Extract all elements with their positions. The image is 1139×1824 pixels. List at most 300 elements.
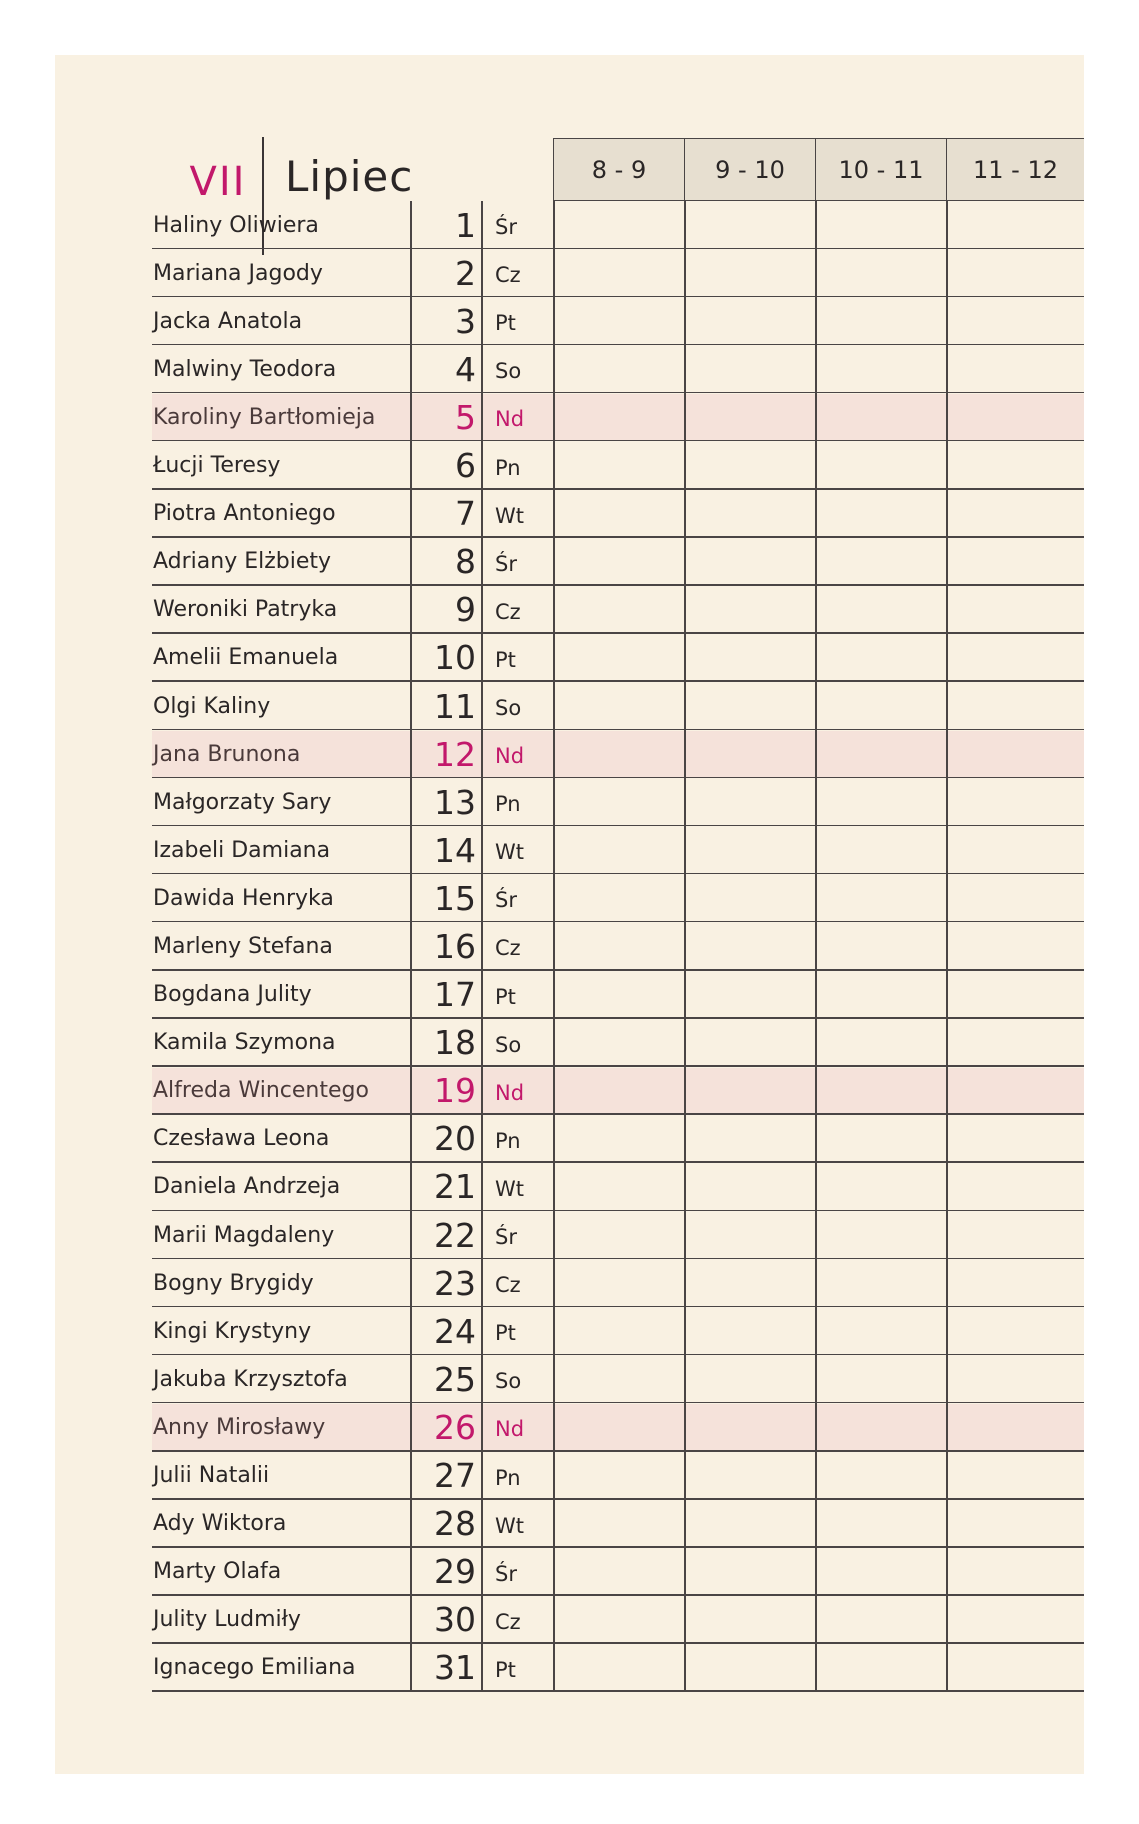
hour-slot[interactable]: [815, 345, 946, 393]
column-divider: [553, 778, 555, 826]
hour-slot[interactable]: [553, 971, 684, 1019]
column-divider: [946, 297, 948, 345]
hour-slot[interactable]: [815, 441, 946, 489]
hour-slot[interactable]: [946, 538, 1084, 586]
column-divider: [410, 393, 412, 441]
hour-slot[interactable]: [553, 1355, 684, 1403]
weekday-abbrev: Cz: [495, 1273, 521, 1298]
column-divider: [410, 1067, 412, 1115]
column-divider: [553, 393, 555, 441]
column-divider: [684, 1644, 686, 1692]
hour-slot[interactable]: [684, 1644, 815, 1692]
column-divider: [815, 201, 817, 249]
hour-slot[interactable]: [684, 201, 815, 249]
column-divider: [481, 1500, 483, 1548]
column-divider: [815, 1403, 817, 1451]
column-divider: [553, 1355, 555, 1403]
column-divider: [684, 682, 686, 730]
hour-slot[interactable]: [553, 682, 684, 730]
column-divider: [815, 1596, 817, 1644]
weekday-abbrev: Nd: [495, 1080, 525, 1105]
nameday-names: Amelii Emanuela: [153, 645, 339, 671]
column-divider: [481, 441, 483, 489]
hour-slot[interactable]: [553, 1596, 684, 1644]
column-divider: [684, 586, 686, 634]
weekday-abbrev: Cz: [495, 1609, 521, 1634]
hour-slot[interactable]: [553, 345, 684, 393]
day-number: 7: [455, 494, 476, 534]
column-divider: [553, 586, 555, 634]
column-divider: [946, 441, 948, 489]
column-divider: [815, 297, 817, 345]
hour-slot[interactable]: [684, 1115, 815, 1163]
day-number: 16: [434, 926, 476, 966]
column-divider: [481, 586, 483, 634]
column-divider: [946, 201, 948, 249]
hour-slot[interactable]: [684, 730, 815, 778]
hour-slot[interactable]: [946, 1115, 1084, 1163]
column-divider: [946, 586, 948, 634]
day-row: [152, 201, 1084, 249]
column-divider: [410, 634, 412, 682]
hour-slot[interactable]: [684, 1163, 815, 1211]
day-row: [152, 1452, 1084, 1500]
column-divider: [815, 1355, 817, 1403]
hour-slot[interactable]: [684, 682, 815, 730]
hour-slot[interactable]: [553, 1548, 684, 1596]
hour-slot[interactable]: [946, 1211, 1084, 1259]
weekday-abbrev: Pt: [495, 311, 516, 336]
hour-slot[interactable]: [553, 874, 684, 922]
column-divider: [481, 393, 483, 441]
column-divider: [553, 1067, 555, 1115]
hour-slot[interactable]: [684, 922, 815, 970]
column-divider: [481, 971, 483, 1019]
hour-slot[interactable]: [815, 971, 946, 1019]
weekday-abbrev: So: [495, 696, 522, 720]
hour-slot[interactable]: [815, 490, 946, 538]
nameday-names: Karoliny Bartłomieja: [153, 404, 376, 430]
column-divider: [553, 1211, 555, 1259]
column-divider: [815, 538, 817, 586]
day-number: 10: [434, 638, 476, 678]
hour-slot[interactable]: [946, 1355, 1084, 1403]
column-divider: [410, 249, 412, 297]
hour-slot[interactable]: [815, 1403, 946, 1451]
hour-slot[interactable]: [684, 1211, 815, 1259]
hour-slot[interactable]: [815, 1259, 946, 1307]
column-divider: [684, 1067, 686, 1115]
day-row: [152, 441, 1084, 489]
hour-slot[interactable]: [684, 971, 815, 1019]
day-row: [152, 971, 1084, 1019]
hour-slot[interactable]: [553, 538, 684, 586]
day-row: [152, 1355, 1084, 1403]
column-divider: [946, 971, 948, 1019]
hour-slot[interactable]: [946, 634, 1084, 682]
column-divider: [410, 586, 412, 634]
day-row: [152, 1211, 1084, 1259]
column-divider: [410, 1403, 412, 1451]
day-number: 27: [434, 1456, 476, 1496]
column-divider: [815, 1163, 817, 1211]
hour-slot[interactable]: [815, 1500, 946, 1548]
hour-slot[interactable]: [946, 393, 1084, 441]
column-divider: [553, 874, 555, 922]
hour-slot[interactable]: [815, 1019, 946, 1067]
column-divider: [553, 1259, 555, 1307]
nameday-names: Marii Magdaleny: [153, 1222, 335, 1248]
hour-slot[interactable]: [815, 297, 946, 345]
column-divider: [553, 1548, 555, 1596]
hour-slot[interactable]: [946, 297, 1084, 345]
hour-slot[interactable]: [553, 634, 684, 682]
column-divider: [815, 1067, 817, 1115]
column-divider: [946, 922, 948, 970]
column-divider: [946, 874, 948, 922]
column-divider: [481, 201, 483, 249]
column-divider: [553, 1163, 555, 1211]
weekday-abbrev: Pt: [495, 647, 516, 672]
column-divider: [684, 1500, 686, 1548]
hour-slot[interactable]: [815, 586, 946, 634]
column-divider: [815, 345, 817, 393]
column-divider: [946, 249, 948, 297]
hour-slot[interactable]: [946, 922, 1084, 970]
column-divider: [684, 1307, 686, 1355]
hour-slot[interactable]: [684, 778, 815, 826]
column-divider: [481, 1211, 483, 1259]
column-divider: [946, 1452, 948, 1500]
column-divider: [553, 1644, 555, 1692]
column-divider: [684, 1163, 686, 1211]
column-divider: [946, 1019, 948, 1067]
hour-header-9-10: 9 - 10: [684, 138, 815, 201]
weekday-abbrev: Wt: [495, 1176, 524, 1201]
hour-slot[interactable]: [684, 490, 815, 538]
column-divider: [815, 874, 817, 922]
hour-slot[interactable]: [946, 971, 1084, 1019]
column-divider: [481, 730, 483, 778]
column-divider: [553, 249, 555, 297]
hour-slot[interactable]: [815, 1452, 946, 1500]
hour-slot[interactable]: [946, 874, 1084, 922]
column-divider: [684, 249, 686, 297]
hour-slot[interactable]: [684, 1259, 815, 1307]
hour-slot[interactable]: [684, 249, 815, 297]
nameday-names: Julity Ludmiły: [153, 1607, 301, 1633]
column-divider: [410, 1355, 412, 1403]
hour-slot[interactable]: [946, 1500, 1084, 1548]
column-divider: [553, 1500, 555, 1548]
column-divider: [553, 1115, 555, 1163]
hour-slot[interactable]: [815, 201, 946, 249]
weekday-abbrev: Śr: [495, 1225, 517, 1250]
day-number: 9: [455, 590, 476, 630]
nameday-names: Anny Mirosławy: [153, 1414, 326, 1440]
column-divider: [815, 1211, 817, 1259]
hour-slot[interactable]: [553, 297, 684, 345]
column-divider: [481, 1115, 483, 1163]
hour-slot[interactable]: [553, 1211, 684, 1259]
day-number: 5: [455, 397, 476, 437]
nameday-names: Olgi Kaliny: [153, 693, 271, 719]
day-number: 4: [455, 349, 476, 389]
hour-slot[interactable]: [684, 1307, 815, 1355]
hour-slot[interactable]: [946, 1452, 1084, 1500]
hour-slot[interactable]: [553, 586, 684, 634]
column-divider: [946, 778, 948, 826]
nameday-names: Jakuba Krzysztofa: [153, 1366, 348, 1392]
column-divider: [815, 249, 817, 297]
hour-slot[interactable]: [553, 778, 684, 826]
column-divider: [481, 1403, 483, 1451]
weekday-abbrev: Cz: [495, 263, 521, 288]
weekday-abbrev: Śr: [495, 551, 517, 576]
hour-slot[interactable]: [946, 1596, 1084, 1644]
column-divider: [946, 393, 948, 441]
column-divider: [481, 1452, 483, 1500]
day-number: 21: [434, 1167, 476, 1207]
hour-slot[interactable]: [815, 922, 946, 970]
hour-slot[interactable]: [946, 730, 1084, 778]
column-divider: [553, 682, 555, 730]
column-divider: [684, 826, 686, 874]
hour-slot[interactable]: [684, 441, 815, 489]
column-divider: [946, 1259, 948, 1307]
hour-slot[interactable]: [553, 1115, 684, 1163]
column-divider: [410, 490, 412, 538]
hour-slot[interactable]: [946, 490, 1084, 538]
day-row: [152, 1307, 1084, 1355]
hour-slot[interactable]: [684, 634, 815, 682]
column-divider: [553, 1403, 555, 1451]
weekday-abbrev: Pn: [495, 792, 521, 817]
hour-slot[interactable]: [815, 634, 946, 682]
column-divider: [815, 1259, 817, 1307]
hour-slot[interactable]: [553, 1403, 684, 1451]
nameday-names: Łucji Teresy: [153, 453, 281, 479]
hour-slot[interactable]: [946, 1019, 1084, 1067]
column-divider: [410, 1452, 412, 1500]
column-divider: [815, 490, 817, 538]
day-row: [152, 1259, 1084, 1307]
hour-slot[interactable]: [815, 1596, 946, 1644]
hour-slot[interactable]: [815, 249, 946, 297]
day-row: [152, 490, 1084, 538]
day-number: 14: [434, 830, 476, 870]
weekday-abbrev: Cz: [495, 599, 521, 624]
hour-slot[interactable]: [553, 1644, 684, 1692]
column-divider: [946, 1115, 948, 1163]
column-divider: [553, 826, 555, 874]
month-roman-numeral: VII: [189, 159, 247, 205]
hour-slot[interactable]: [946, 1403, 1084, 1451]
hour-slot[interactable]: [553, 1019, 684, 1067]
column-divider: [684, 490, 686, 538]
hour-slot[interactable]: [553, 730, 684, 778]
hour-slot[interactable]: [815, 393, 946, 441]
nameday-names: Marty Olafa: [153, 1559, 282, 1585]
column-divider: [553, 345, 555, 393]
hour-slot[interactable]: [684, 1452, 815, 1500]
column-divider: [815, 778, 817, 826]
nameday-names: Kingi Krystyny: [153, 1318, 312, 1344]
column-divider: [946, 634, 948, 682]
hour-slot[interactable]: [815, 778, 946, 826]
nameday-names: Adriany Elżbiety: [153, 549, 332, 575]
hour-slot[interactable]: [684, 297, 815, 345]
column-divider: [481, 345, 483, 393]
hour-slot[interactable]: [553, 1259, 684, 1307]
hour-slot[interactable]: [815, 1067, 946, 1115]
hour-slot[interactable]: [946, 1067, 1084, 1115]
hour-slot[interactable]: [946, 778, 1084, 826]
hour-slot[interactable]: [684, 393, 815, 441]
column-divider: [410, 1259, 412, 1307]
column-divider: [410, 1115, 412, 1163]
hour-slot[interactable]: [946, 1259, 1084, 1307]
hour-slot[interactable]: [553, 490, 684, 538]
day-number: 28: [434, 1504, 476, 1544]
nameday-names: Jana Brunona: [153, 741, 301, 767]
hour-slot[interactable]: [684, 1596, 815, 1644]
column-divider: [946, 1355, 948, 1403]
hour-slot[interactable]: [946, 1548, 1084, 1596]
column-divider: [410, 1163, 412, 1211]
hour-slot[interactable]: [815, 1644, 946, 1692]
weekday-abbrev: Cz: [495, 936, 521, 961]
hour-slot[interactable]: [815, 682, 946, 730]
hour-slot[interactable]: [815, 1307, 946, 1355]
column-divider: [553, 1596, 555, 1644]
hour-slot[interactable]: [684, 1019, 815, 1067]
hour-slot[interactable]: [684, 1403, 815, 1451]
hour-slot[interactable]: [946, 682, 1084, 730]
column-divider: [815, 1307, 817, 1355]
day-number: 19: [434, 1071, 476, 1111]
column-divider: [481, 874, 483, 922]
hour-slot[interactable]: [946, 441, 1084, 489]
column-divider: [684, 922, 686, 970]
column-divider: [553, 441, 555, 489]
day-number: 18: [434, 1023, 476, 1063]
day-number: 11: [434, 686, 476, 726]
column-divider: [410, 922, 412, 970]
hour-slot[interactable]: [553, 1067, 684, 1115]
day-number: 25: [434, 1359, 476, 1399]
hour-slot[interactable]: [946, 345, 1084, 393]
hour-slot[interactable]: [553, 1452, 684, 1500]
hour-slot[interactable]: [553, 1163, 684, 1211]
column-divider: [481, 682, 483, 730]
nameday-names: Daniela Andrzeja: [153, 1174, 341, 1200]
day-number: 3: [455, 301, 476, 341]
hour-slot[interactable]: [815, 1355, 946, 1403]
column-divider: [410, 971, 412, 1019]
hour-slot[interactable]: [553, 249, 684, 297]
day-number: 17: [434, 975, 476, 1015]
column-divider: [684, 1452, 686, 1500]
day-row: [152, 1115, 1084, 1163]
day-row: [152, 682, 1084, 730]
hour-slot[interactable]: [684, 1355, 815, 1403]
day-row: [152, 778, 1084, 826]
hour-slot[interactable]: [684, 538, 815, 586]
hour-slot[interactable]: [553, 393, 684, 441]
column-divider: [481, 826, 483, 874]
column-divider: [946, 826, 948, 874]
hour-slot[interactable]: [684, 345, 815, 393]
day-row: [152, 1548, 1084, 1596]
hour-slot[interactable]: [815, 1211, 946, 1259]
column-divider: [684, 1548, 686, 1596]
column-divider: [410, 201, 412, 249]
hour-slot[interactable]: [815, 826, 946, 874]
day-row: [152, 297, 1084, 345]
hour-slot[interactable]: [946, 586, 1084, 634]
nameday-names: Ignacego Emiliana: [153, 1655, 356, 1681]
column-divider: [684, 1596, 686, 1644]
column-divider: [553, 1307, 555, 1355]
hour-slot[interactable]: [684, 1067, 815, 1115]
column-divider: [410, 1307, 412, 1355]
hour-slot[interactable]: [684, 1548, 815, 1596]
hour-slot[interactable]: [553, 1307, 684, 1355]
hour-slot[interactable]: [946, 1307, 1084, 1355]
hour-slot[interactable]: [553, 441, 684, 489]
day-number: 2: [455, 253, 476, 293]
hour-slot[interactable]: [815, 1115, 946, 1163]
hour-slot[interactable]: [815, 538, 946, 586]
column-divider: [481, 1067, 483, 1115]
column-divider: [553, 297, 555, 345]
hour-slot[interactable]: [946, 826, 1084, 874]
hour-slot[interactable]: [553, 922, 684, 970]
nameday-names: Weroniki Patryka: [153, 597, 338, 623]
column-divider: [946, 682, 948, 730]
hour-slot[interactable]: [684, 586, 815, 634]
column-divider: [684, 345, 686, 393]
hour-slot[interactable]: [946, 249, 1084, 297]
column-divider: [481, 1307, 483, 1355]
hour-slot[interactable]: [553, 201, 684, 249]
hour-slot[interactable]: [684, 874, 815, 922]
weekday-abbrev: Śr: [495, 215, 517, 240]
day-row: [152, 826, 1084, 874]
column-divider: [946, 1596, 948, 1644]
hour-slot[interactable]: [684, 1500, 815, 1548]
column-divider: [481, 1548, 483, 1596]
hour-slot[interactable]: [815, 874, 946, 922]
nameday-names: Bogdana Julity: [153, 982, 312, 1008]
hour-slot[interactable]: [946, 1644, 1084, 1692]
hour-slot[interactable]: [946, 201, 1084, 249]
column-divider: [410, 1596, 412, 1644]
hour-slot[interactable]: [553, 826, 684, 874]
hour-slot[interactable]: [684, 826, 815, 874]
day-number: 15: [434, 878, 476, 918]
hour-slot[interactable]: [815, 1548, 946, 1596]
hour-slot[interactable]: [946, 1163, 1084, 1211]
hour-slot[interactable]: [815, 1163, 946, 1211]
column-divider: [553, 922, 555, 970]
planner-page: [55, 55, 1084, 1774]
hour-slot[interactable]: [815, 730, 946, 778]
hour-slot[interactable]: [553, 1500, 684, 1548]
weekday-abbrev: So: [495, 359, 522, 384]
column-divider: [410, 1548, 412, 1596]
